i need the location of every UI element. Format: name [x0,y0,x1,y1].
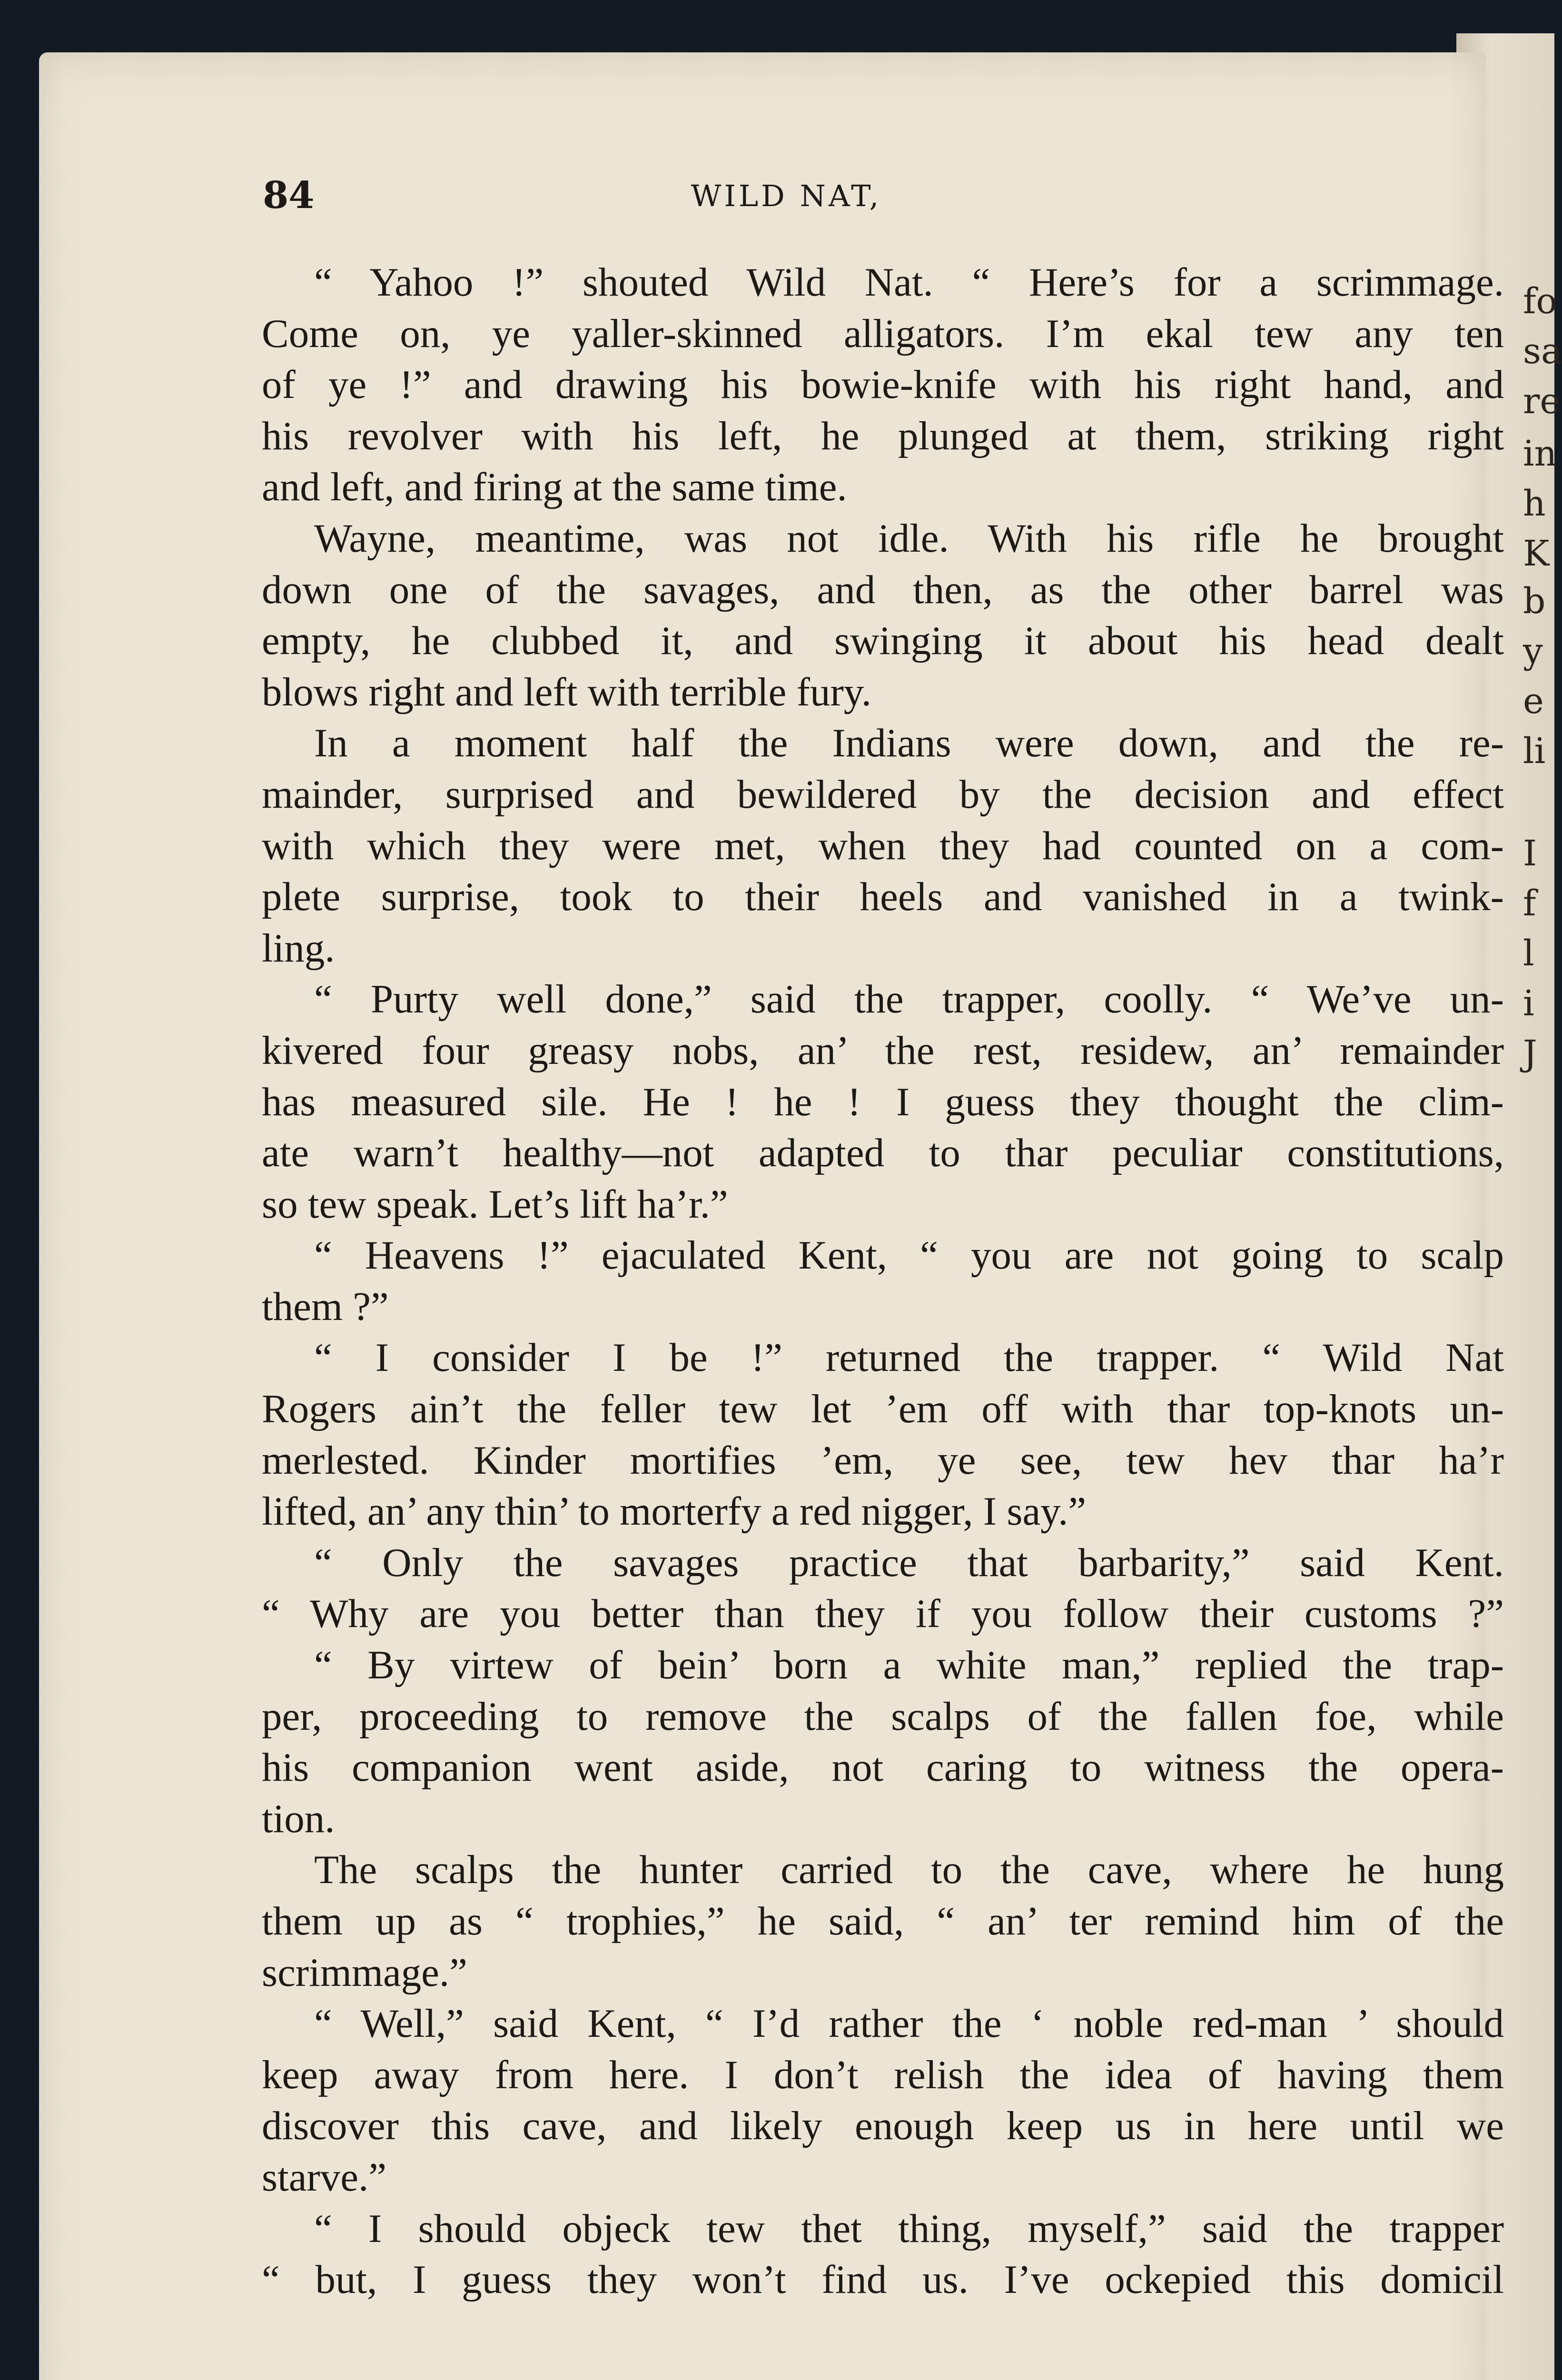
facing-page-fragment: sa [1523,331,1562,372]
text-line: discover this cave, and likely enough keep us in here until we [262,2103,1504,2149]
text-line: keep away from here. I don’t relish the idea of having them [262,2052,1504,2097]
facing-page-fragment: K [1523,533,1550,574]
text-line: “ By virtew of bein’ born a white man,” replied the trap- [314,1643,1504,1688]
facing-page-fragment: re [1523,381,1561,422]
text-line: Rogers ain’t the feller tew let ’em off with thar top-knots un- [262,1387,1504,1432]
text-line: “ Only the savages practice that barbarity,” said Kent. [314,1540,1504,1585]
text-line: has measured sile. He ! he ! I guess they thought the clim- [262,1079,1504,1124]
text-line: lifted, an’ any thin’ to morterfy a red nigger, I say.” [262,1489,1087,1534]
text-line: them ?” [262,1284,389,1329]
text-line: “ I consider I be !” returned the trapper. “ Wild Nat [314,1335,1504,1380]
text-line: empty, he clubbed it, and swinging it about his head dealt [262,618,1504,664]
text-line: In a moment half the Indians were down, and the re- [314,721,1504,766]
facing-page-fragment: h [1523,483,1546,524]
text-line: plete surprise, took to their heels and vanished in a twink- [262,874,1504,920]
text-line: his companion went aside, not caring to witness the opera- [262,1745,1504,1790]
text-line: and left, and firing at the same time. [262,465,847,510]
page-number: 84 [263,174,315,217]
text-line: ate warn’t healthy—not adapted to thar peculiar constitutions, [262,1130,1504,1176]
text-line: mainder, surprised and bewildered by the decision and effect [262,772,1504,817]
facing-page-fragment: I [1523,833,1537,874]
text-line: tion. [262,1796,335,1841]
facing-page-fragment: b [1523,581,1546,622]
text-line: starve.” [262,2154,386,2200]
facing-page-fragment: l [1523,933,1534,974]
text-line: Come on, ye yaller-skinned alligators. I’m ekal tew any ten [262,311,1504,356]
running-head: WILD NAT, [691,178,882,213]
text-line: down one of the savages, and then, as the other barrel was [262,567,1504,612]
book-page [39,52,1504,2380]
text-line: of ye !” and drawing his bowie-knife with his right hand, and [262,362,1504,407]
text-line: “ Yahoo !” shouted Wild Nat. “ Here’s for a scrimmage. [314,260,1504,305]
text-line: scrimmage.” [262,1950,467,1995]
text-line: “ Heavens !” ejaculated Kent, “ you are not going to scalp [314,1233,1504,1278]
text-line: “ Why are you better than they if you follow their customs ?” [262,1591,1504,1636]
facing-page-fragment: fo [1523,281,1557,322]
text-line: “ but, I guess they won’t find us. I’ve ockepied this domicil [262,2257,1504,2302]
text-line: The scalps the hunter carried to the cave, where he hung [314,1847,1504,1893]
text-line: his revolver with his left, he plunged at them, striking right [262,413,1504,458]
facing-page-fragment: y [1523,631,1543,672]
body-text [262,257,1504,2306]
text-line: merlested. Kinder mortifies ’em, ye see, tew hev thar ha’r [262,1438,1504,1483]
facing-page-fragment: e [1523,681,1544,722]
facing-page-fragment: in [1523,433,1557,474]
facing-page-fragment: li [1523,731,1546,772]
text-line: ling. [262,925,335,971]
text-line: “ Purty well done,” said the trapper, coolly. “ We’ve un- [314,977,1504,1022]
text-line: “ Well,” said Kent, “ I’d rather the ‘ noble red-man ’ should [314,2001,1504,2046]
text-line: “ I should objeck tew thet thing, myself,” said the trapper [314,2206,1504,2251]
facing-page-fragment: i [1523,983,1534,1024]
text-line: with which they were met, when they had counted on a com- [262,823,1504,868]
facing-page-fragment: f [1523,883,1536,924]
text-line: kivered four greasy nobs, an’ the rest, residew, an’ remainder [262,1028,1504,1073]
text-line: per, proceeding to remove the scalps of the fallen foe, while [262,1694,1504,1739]
text-line: them up as “ trophies,” he said, “ an’ ter remind him of the [262,1899,1504,1944]
text-line: so tew speak. Let’s lift ha’r.” [262,1181,728,1227]
facing-page-fragment: J [1523,1033,1537,1074]
text-line: blows right and left with terrible fury. [262,669,871,714]
text-line: Wayne, meantime, was not idle. With his rifle he brought [314,516,1504,561]
